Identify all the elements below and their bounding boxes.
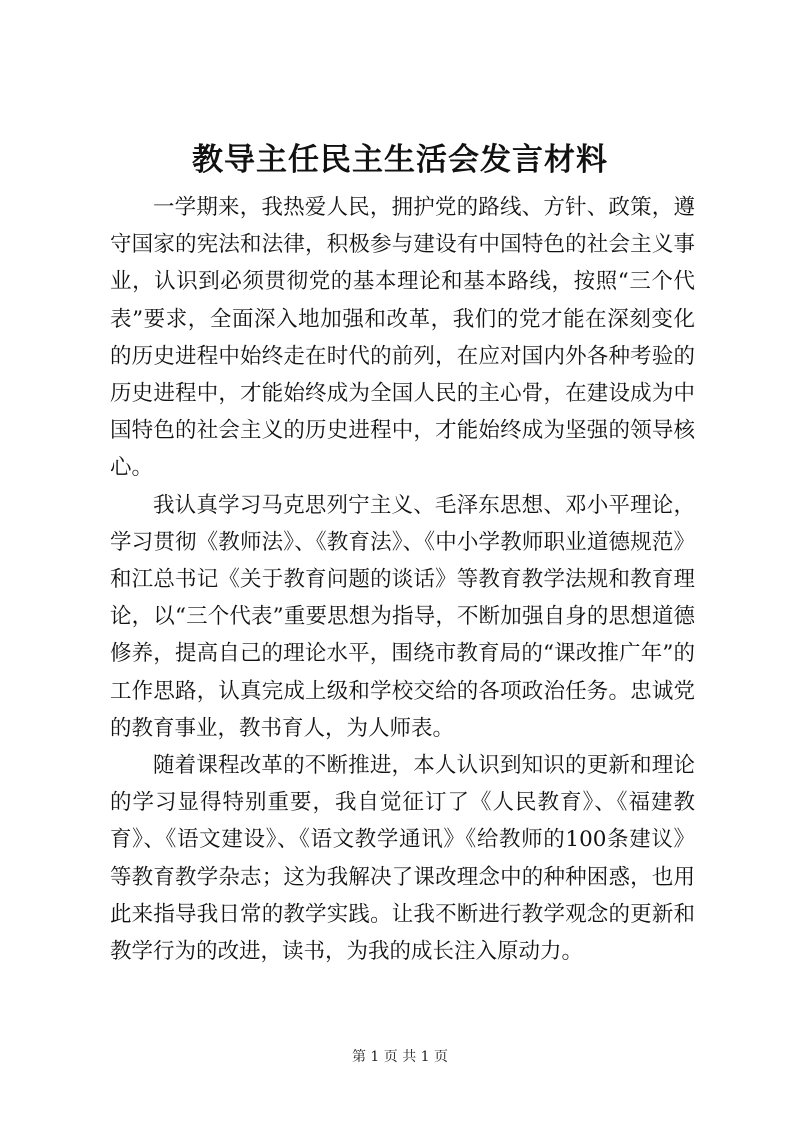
paragraph-3: 随着课程改革的不断推进，本人认识到知识的更新和理论的学习显得特别重要，我自觉征订了《人民教育》、《福建教育》、《语文建设》、《语文教学通讯》《给教师的100条建议》等教育教学杂志；这为我解决了课改理念中的种种困惑，也用此来指导我日常的教学实践。让我不断进行教学观念的更新和教学行为的改进，读书，为我的成长注入原动力。 <box>110 753 695 965</box>
paragraph-1: 一学期来，我热爱人民，拥护党的路线、方针、政策，遵守国家的宪法和法律，积极参与建设有中国特色的社会主义事业，认识到必须贯彻党的基本理论和基本路线，按照“三个代表”要求，全面深入地加强和改革，我们的党才能在深刻变化的历史进程中始终走在时代的前列，在应对国内外各种考验的历史进程中，才能始终成为全国人民的主心骨，在建设成为中国特色的社会主义的历史进程中，才能始终成为坚强的领导核心。 <box>110 195 695 481</box>
page-footer: 第 1 页 共 1 页 <box>351 1049 449 1065</box>
paragraph-2: 我认真学习马克思列宁主义、毛泽东思想、邓小平理论，学习贯彻《教师法》、《教育法》、《中小学教师职业道德规范》和江总书记《关于教育问题的谈话》等教育教学法规和教育理论，以“三个代表”重要思想为指导，不断加强自身的思想道德修养，提高自己的理论水平，围绕市教育局的“课改推广年”的工作思路，认真完成上级和学校交给的各项政治任务。忠诚党的教育事业，教书育人，为人师表。 <box>110 492 695 741</box>
document-title: 教导主任民主生活会发言材料 <box>192 142 608 178</box>
document-body <box>110 189 695 970</box>
